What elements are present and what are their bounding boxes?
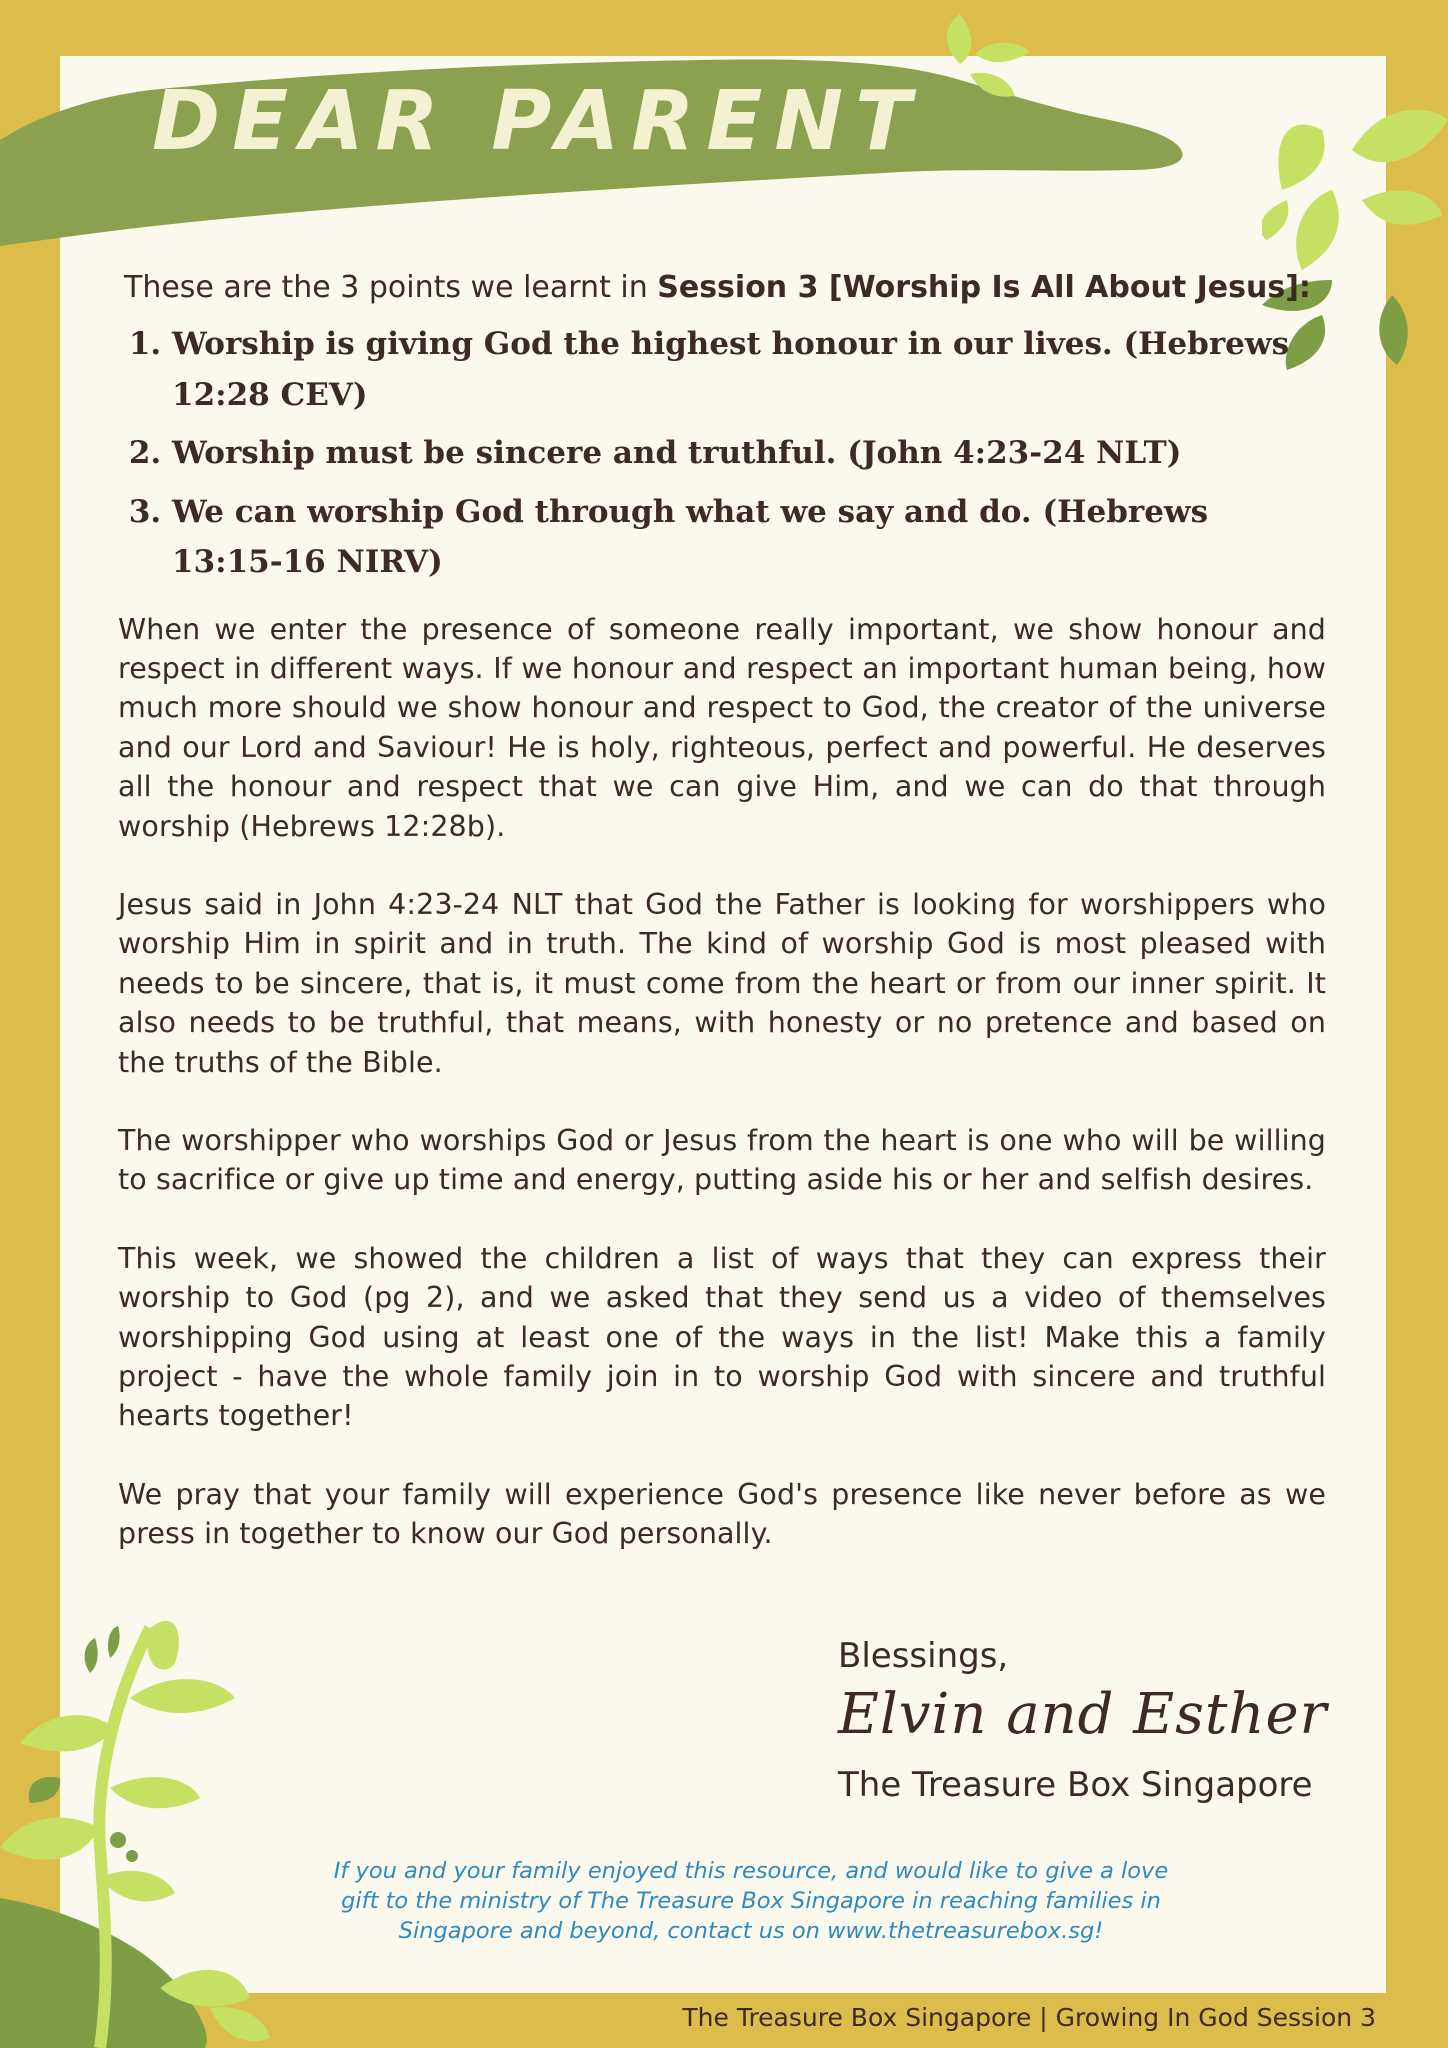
session-title: Session 3 [Worship Is All About Jesus]:	[657, 270, 1311, 305]
learning-point: 3. We can worship God through what we say and do. (Hebrews 13:15-16 NIRV)	[172, 487, 1326, 588]
paragraph-prayer: We pray that your family will experience God's presence like never before as we press in together to know our God personally.	[118, 1477, 1326, 1551]
organization-name: The Treasure Box Singapore	[838, 1765, 1313, 1805]
letter-body	[118, 268, 1326, 1554]
intro-line	[124, 268, 1326, 307]
paragraph-spirit-truth: Jesus said in John 4:23-24 NLT that God the Father is looking for worshippers who worship Him in spirit and in truth. The kind of worship God is most pleased with needs to be sincere, that is, it must come from the heart or from our inner spirit. It also needs to be truthful, that means, with honesty or no pretence and based on the truths of the Bible.	[118, 888, 1326, 1079]
plant-sprig-icon	[0, 1608, 270, 2048]
paragraph-family-project: This week, we showed the children a list of ways that they can express their worship to God (pg 2), and we asked that they send us a video of themselves worshipping God using at least one of the ways in the list! Make this a family project - have the whole family join in to worship God with sincere and truthful hearts together!	[118, 1241, 1326, 1433]
paragraph-sacrifice: The worshipper who worships God or Jesus from the heart is one who will be willing to sacrifice or give up time and energy, putting aside his or her and selfish desires.	[118, 1124, 1326, 1197]
learning-point: 1. Worship is giving God the highest honour in our lives. (Hebrews 12:28 CEV)	[172, 319, 1326, 420]
learning-point: 2. Worship must be sincere and truthful. (John 4:23-24 NLT)	[172, 428, 1326, 479]
paragraph-honour: When we enter the presence of someone really important, we show honour and respect in different ways. If we honour and respect an important human being, how much more should we show honour and respect to God, the creator of the universe and our Lord and Saviour! He is holy, righteous, perfect and powerful. He deserves all the honour and respect that we can give Him, and we can do that through worship (Hebrews 12:28b).	[118, 612, 1326, 843]
signature: Elvin and Esther	[838, 1682, 1328, 1747]
blessings-text: Blessings,	[838, 1636, 1009, 1676]
learning-points-list	[118, 319, 1326, 588]
intro-prefix: These are the 3 points we learnt in	[124, 270, 658, 305]
page-title: DEAR PARENT	[152, 74, 923, 169]
leaf-sprig-icon	[930, 14, 1030, 104]
love-gift-note: If you and your family enjoyed this resource, and would like to give a love gift to the ministry of The Treasure Box Singapore in reaching families in Singapore and beyond, contact us on www.thetreasurebox.sg!	[333, 1858, 1169, 1944]
page-footer: The Treasure Box Singapore | Growing In God Session 3	[682, 2003, 1376, 2032]
signoff	[838, 1636, 1327, 1805]
